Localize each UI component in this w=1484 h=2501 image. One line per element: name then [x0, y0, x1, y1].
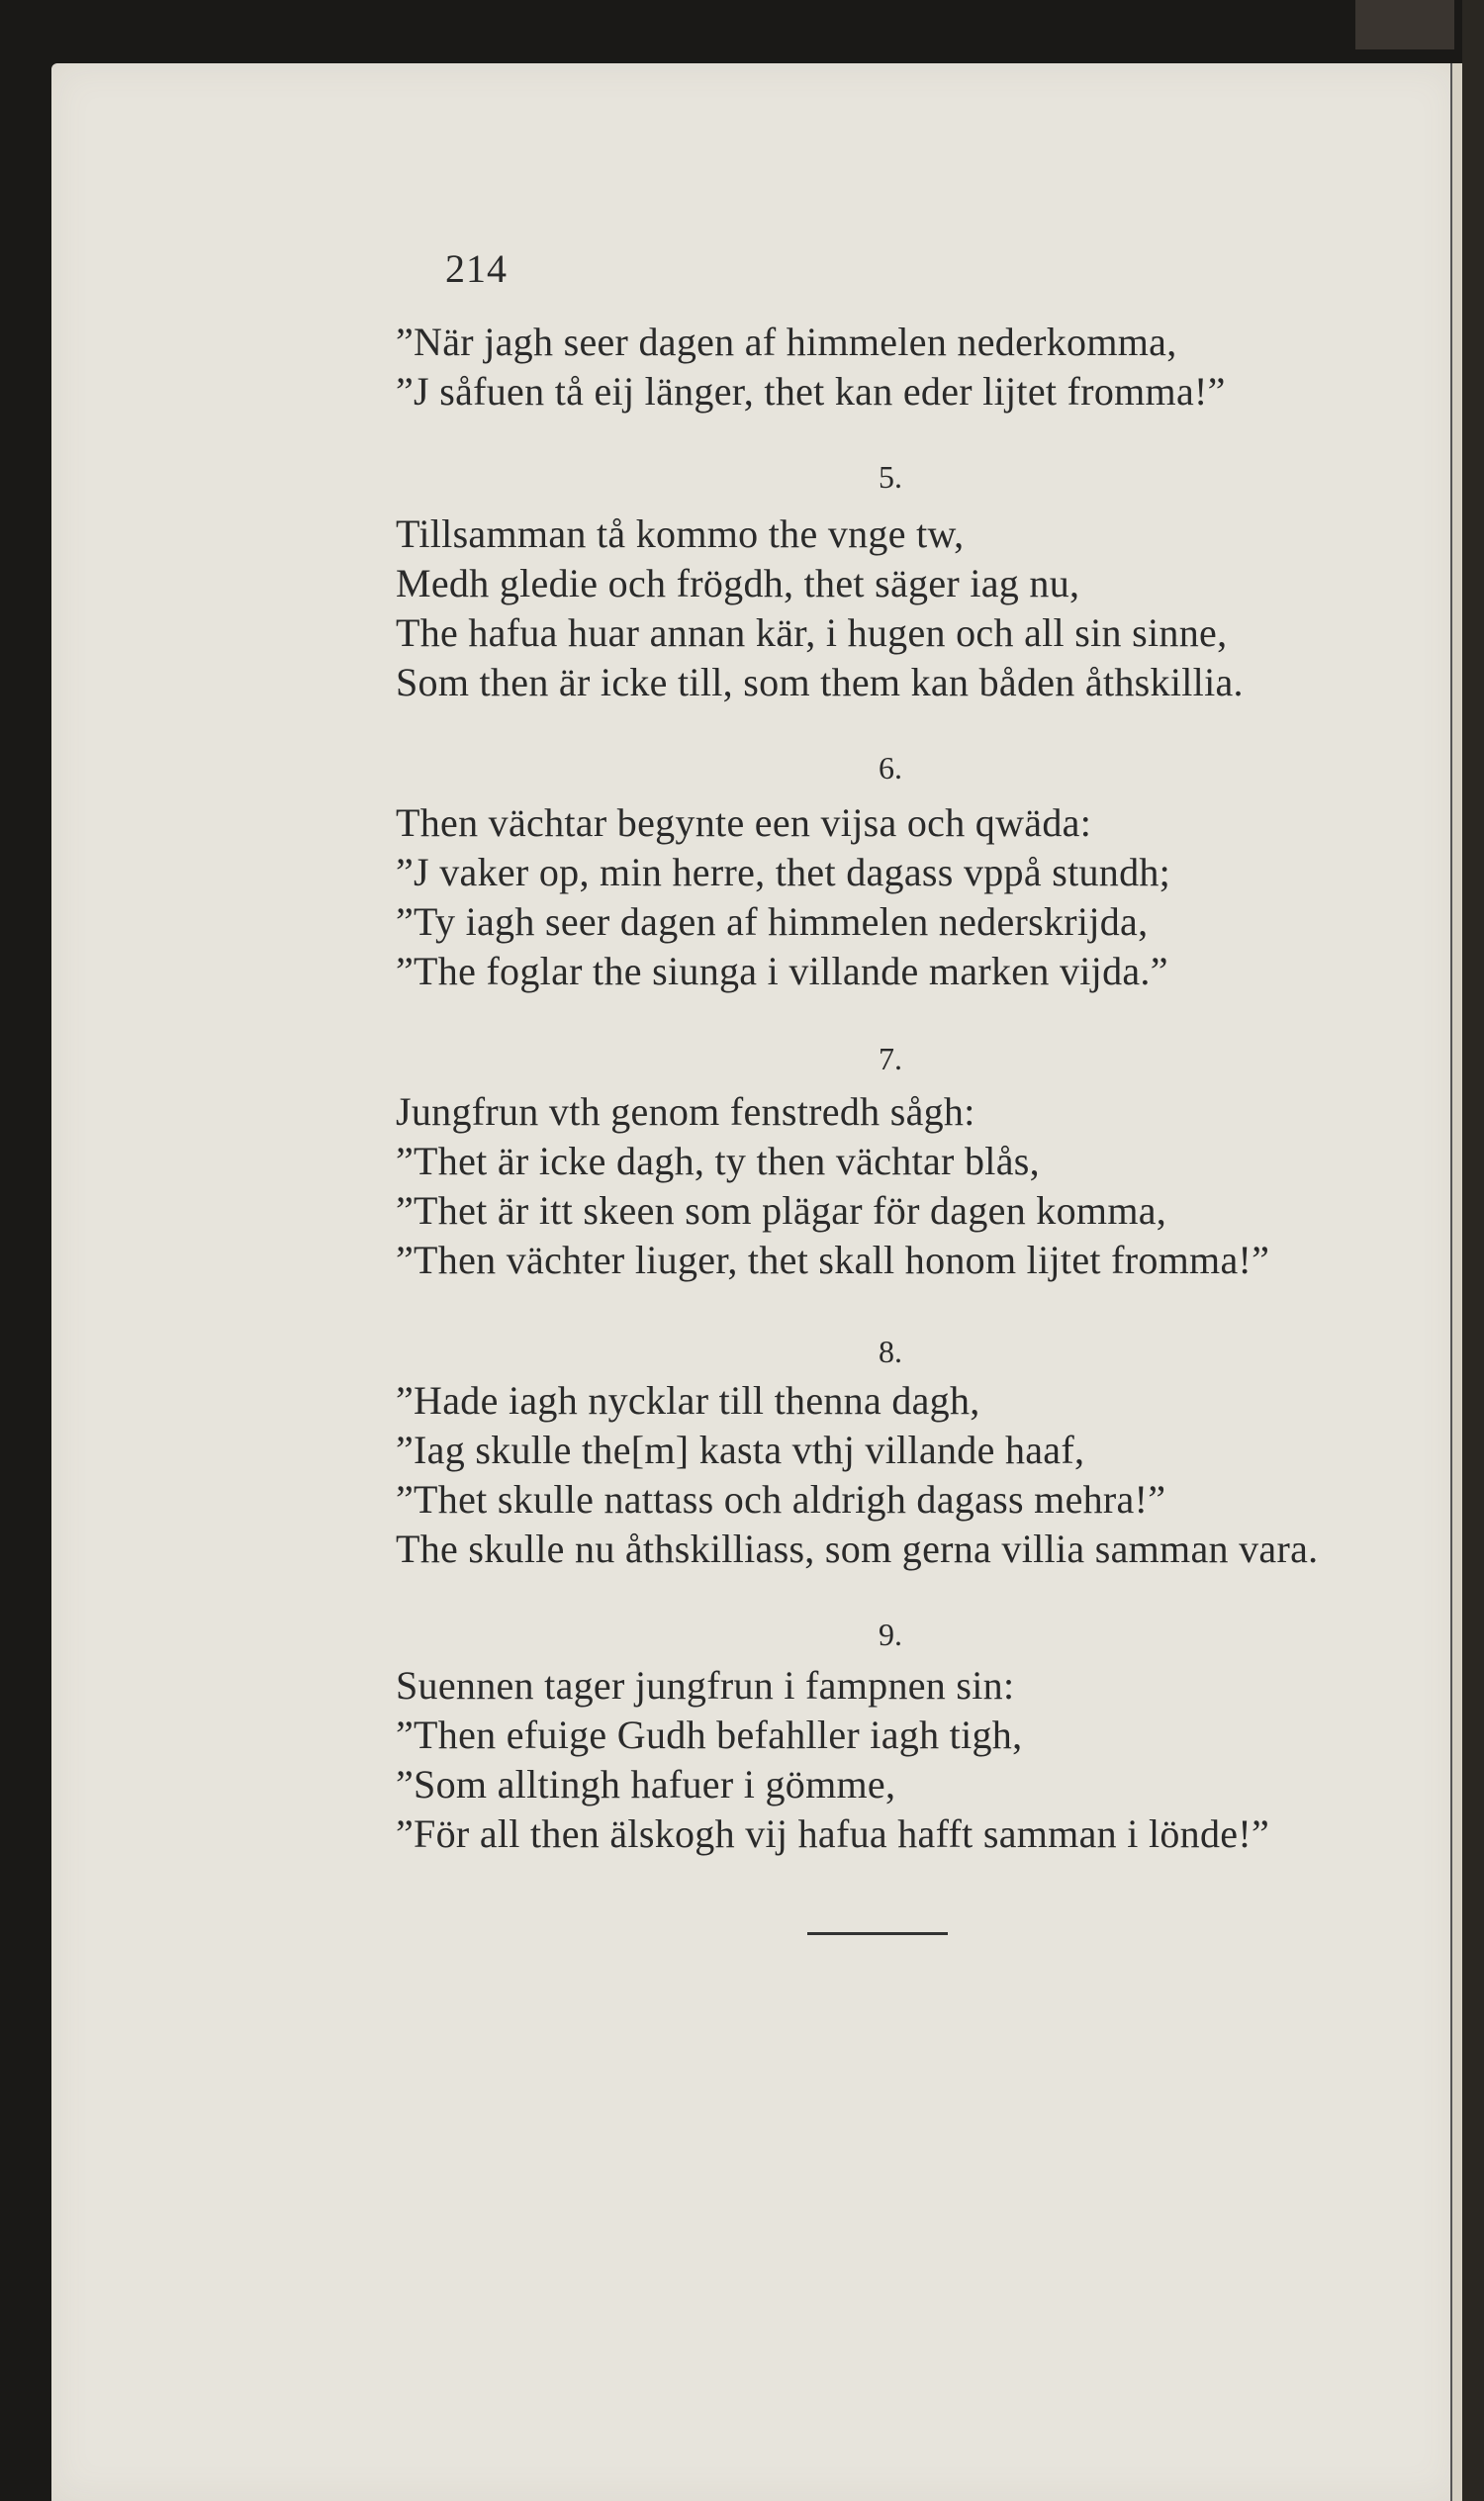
stanza-number: 7.: [879, 1041, 902, 1076]
stanza-number: 5.: [879, 459, 902, 495]
stanza-number: 9.: [879, 1617, 902, 1652]
verse-line: Suennen tager jungfrun i fampnen sin:: [396, 1663, 1015, 1708]
verse-line: ”Then vächter liuger, thet skall honom lijtet fromma!”: [396, 1238, 1270, 1282]
stanza-number: 6.: [879, 750, 902, 786]
intro-line: ”När jagh seer dagen af himmelen nederkomma,: [396, 320, 1177, 364]
verse-line: ”Iag skulle the[m] kasta vthj villande haaf,: [396, 1428, 1085, 1472]
verse-line: Som then är icke till, som them kan båden åthskillia.: [396, 660, 1244, 704]
verse-line: ”Hade iagh nycklar till thenna dagh,: [396, 1378, 980, 1423]
verse-line: ”Thet är icke dagh, ty then vächtar blås,: [396, 1139, 1040, 1183]
verse-line: ”Som alltingh hafuer i gömme,: [396, 1762, 896, 1806]
verse-line: ”The foglar the siunga i villande marken vijda.”: [396, 949, 1168, 993]
verse-line: ”Thet är itt skeen som plägar för dagen komma,: [396, 1188, 1167, 1233]
verse-line: ”Thet skulle nattass och aldrigh dagass mehra!”: [396, 1477, 1166, 1522]
verse-line: ”Ty iagh seer dagen af himmelen nederskrijda,: [396, 899, 1149, 944]
verse-line: Then vächtar begynte een vijsa och qwäda:: [396, 800, 1092, 845]
verse-line: Tillsamman tå kommo the vnge tw,: [396, 511, 965, 556]
verse-line: The skulle nu åthskilliass, som gerna villia samman vara.: [396, 1527, 1319, 1571]
stanza-number: 8.: [879, 1334, 902, 1369]
end-rule: [807, 1932, 948, 1935]
verse-line: Jungfrun vth genom fenstredh sågh:: [396, 1089, 975, 1134]
intro-line: ”J såfuen tå eij länger, thet kan eder lijtet fromma!”: [396, 369, 1226, 414]
page-number: 214: [445, 246, 508, 291]
verse-line: ”J vaker op, min herre, thet dagass vppå stundh;: [396, 850, 1171, 894]
verse-line: The hafua huar annan kär, i hugen och all sin sinne,: [396, 610, 1228, 655]
verse-line: ”För all then älskogh vij hafua hafft samman i lönde!”: [396, 1811, 1269, 1856]
verse-line: ”Then efuige Gudh befahller iagh tigh,: [396, 1713, 1023, 1757]
verse-line: Medh gledie och frögdh, thet säger iag nu,: [396, 561, 1080, 605]
